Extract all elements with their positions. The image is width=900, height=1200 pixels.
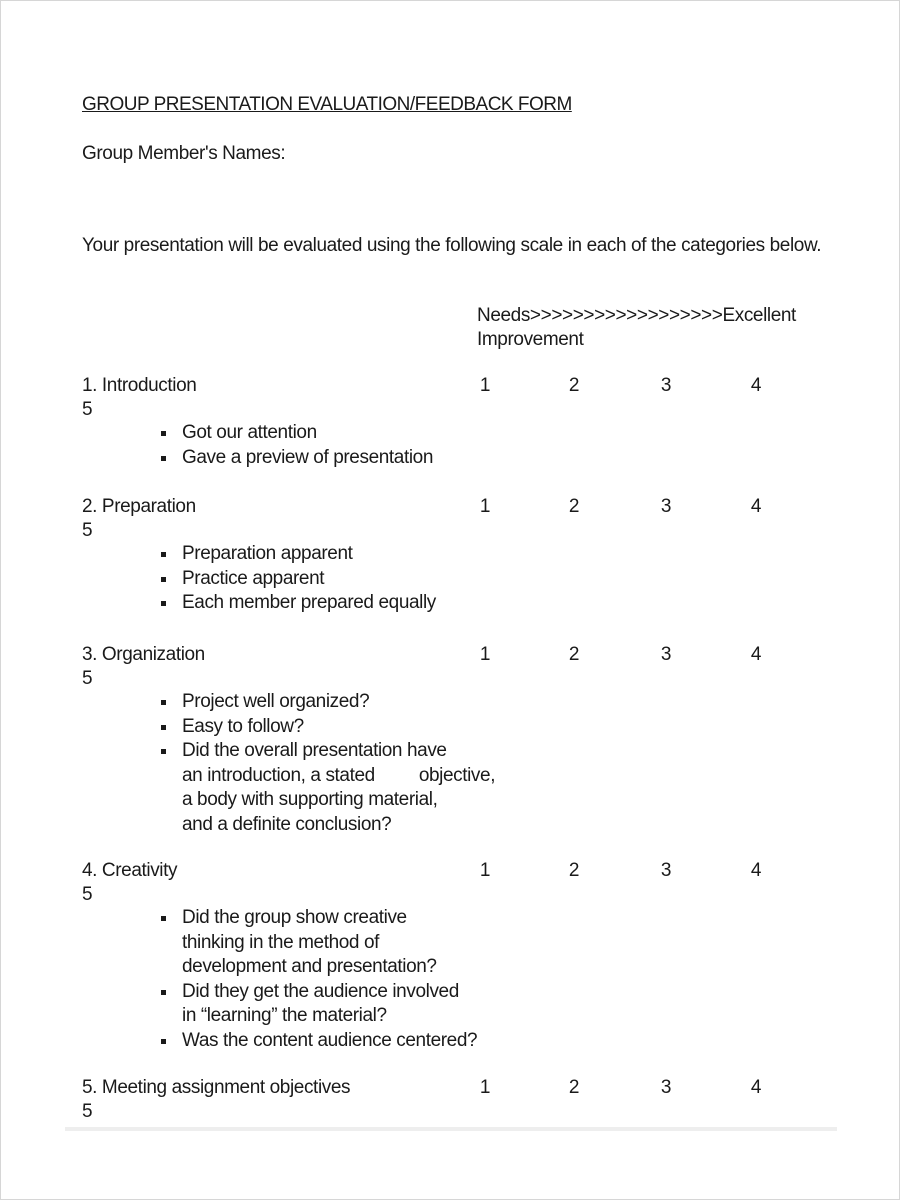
criterion-item [158,906,477,980]
intro-paragraph: Your presentation will be evaluated using the following scale in each of the categories below. [82,235,822,256]
page-bottom-divider [65,1127,837,1131]
criterion-item: Each member prepared equally [158,591,436,616]
criterion-line: an introduction, a stated [182,764,375,786]
scale-line-1: Needs>>>>>>>>>>>>>>>>>>Excellent [477,305,796,326]
category-objectives-score-4: 4 [750,1077,762,1098]
form-title: GROUP PRESENTATION EVALUATION/FEEDBACK FORM [82,94,572,115]
criterion-line: Did the overall presentation have [182,740,447,761]
category-organization-score-2: 2 [568,644,580,665]
category-creativity-score-2: 2 [568,860,580,881]
category-creativity-score-3: 3 [660,860,672,881]
category-preparation-score-1: 1 [479,496,491,517]
category-organization-label: 3. Organization [82,644,205,665]
criterion-line: a body with supporting material, [182,789,438,810]
category-preparation-score-2: 2 [568,496,580,517]
criterion-item: Was the content audience centered? [158,1029,477,1054]
category-organization-score-1: 1 [479,644,491,665]
category-introduction-score-4: 4 [750,375,762,396]
criterion-item [158,980,477,1029]
category-creativity-label: 4. Creativity [82,860,178,881]
category-introduction-criteria [158,421,433,470]
category-organization-score-4: 4 [750,644,762,665]
category-creativity-criteria [158,906,477,1053]
criterion-line: objective, [418,764,496,786]
category-creativity-five: 5 [82,884,93,905]
criterion-item: Preparation apparent [158,542,436,567]
category-preparation-criteria [158,542,436,616]
category-introduction-five: 5 [82,399,93,420]
category-objectives-score-3: 3 [660,1077,672,1098]
category-introduction-score-1: 1 [479,375,491,396]
category-preparation-label: 2. Preparation [82,496,196,517]
criterion-line: and a definite conclusion? [182,813,392,835]
category-objectives-label: 5. Meeting assignment objectives [82,1077,351,1098]
scale-line-2: Improvement [477,329,584,350]
criterion-item: Project well organized? [158,690,495,715]
criterion-line: thinking in the method of [182,931,380,953]
category-introduction-score-3: 3 [660,375,672,396]
category-introduction-label: 1. Introduction [82,375,197,396]
criterion-line: development and presentation? [182,956,437,977]
group-member-names-label: Group Member's Names: [82,143,286,164]
category-objectives-score-2: 2 [568,1077,580,1098]
criterion-line: Did they get the audience involved [182,980,459,1002]
category-preparation-five: 5 [82,520,93,541]
category-introduction-score-2: 2 [568,375,580,396]
category-creativity-score-1: 1 [479,860,491,881]
rating-scale-header [477,304,796,352]
category-preparation-score-3: 3 [660,496,672,517]
category-preparation-score-4: 4 [750,496,762,517]
criterion-line: Did the group show creative [182,907,407,928]
criterion-item: Easy to follow? [158,715,495,740]
category-organization-score-3: 3 [660,644,672,665]
criterion-item: Gave a preview of presentation [158,446,433,471]
criterion-item [158,739,495,837]
category-objectives-five: 5 [82,1101,93,1122]
category-organization-criteria [158,690,495,837]
category-creativity-score-4: 4 [750,860,762,881]
criterion-item: Practice apparent [158,567,436,592]
category-objectives-score-1: 1 [479,1077,491,1098]
criterion-item: Got our attention [158,421,433,446]
category-organization-five: 5 [82,668,93,689]
criterion-line: in “learning” the material? [182,1005,387,1026]
